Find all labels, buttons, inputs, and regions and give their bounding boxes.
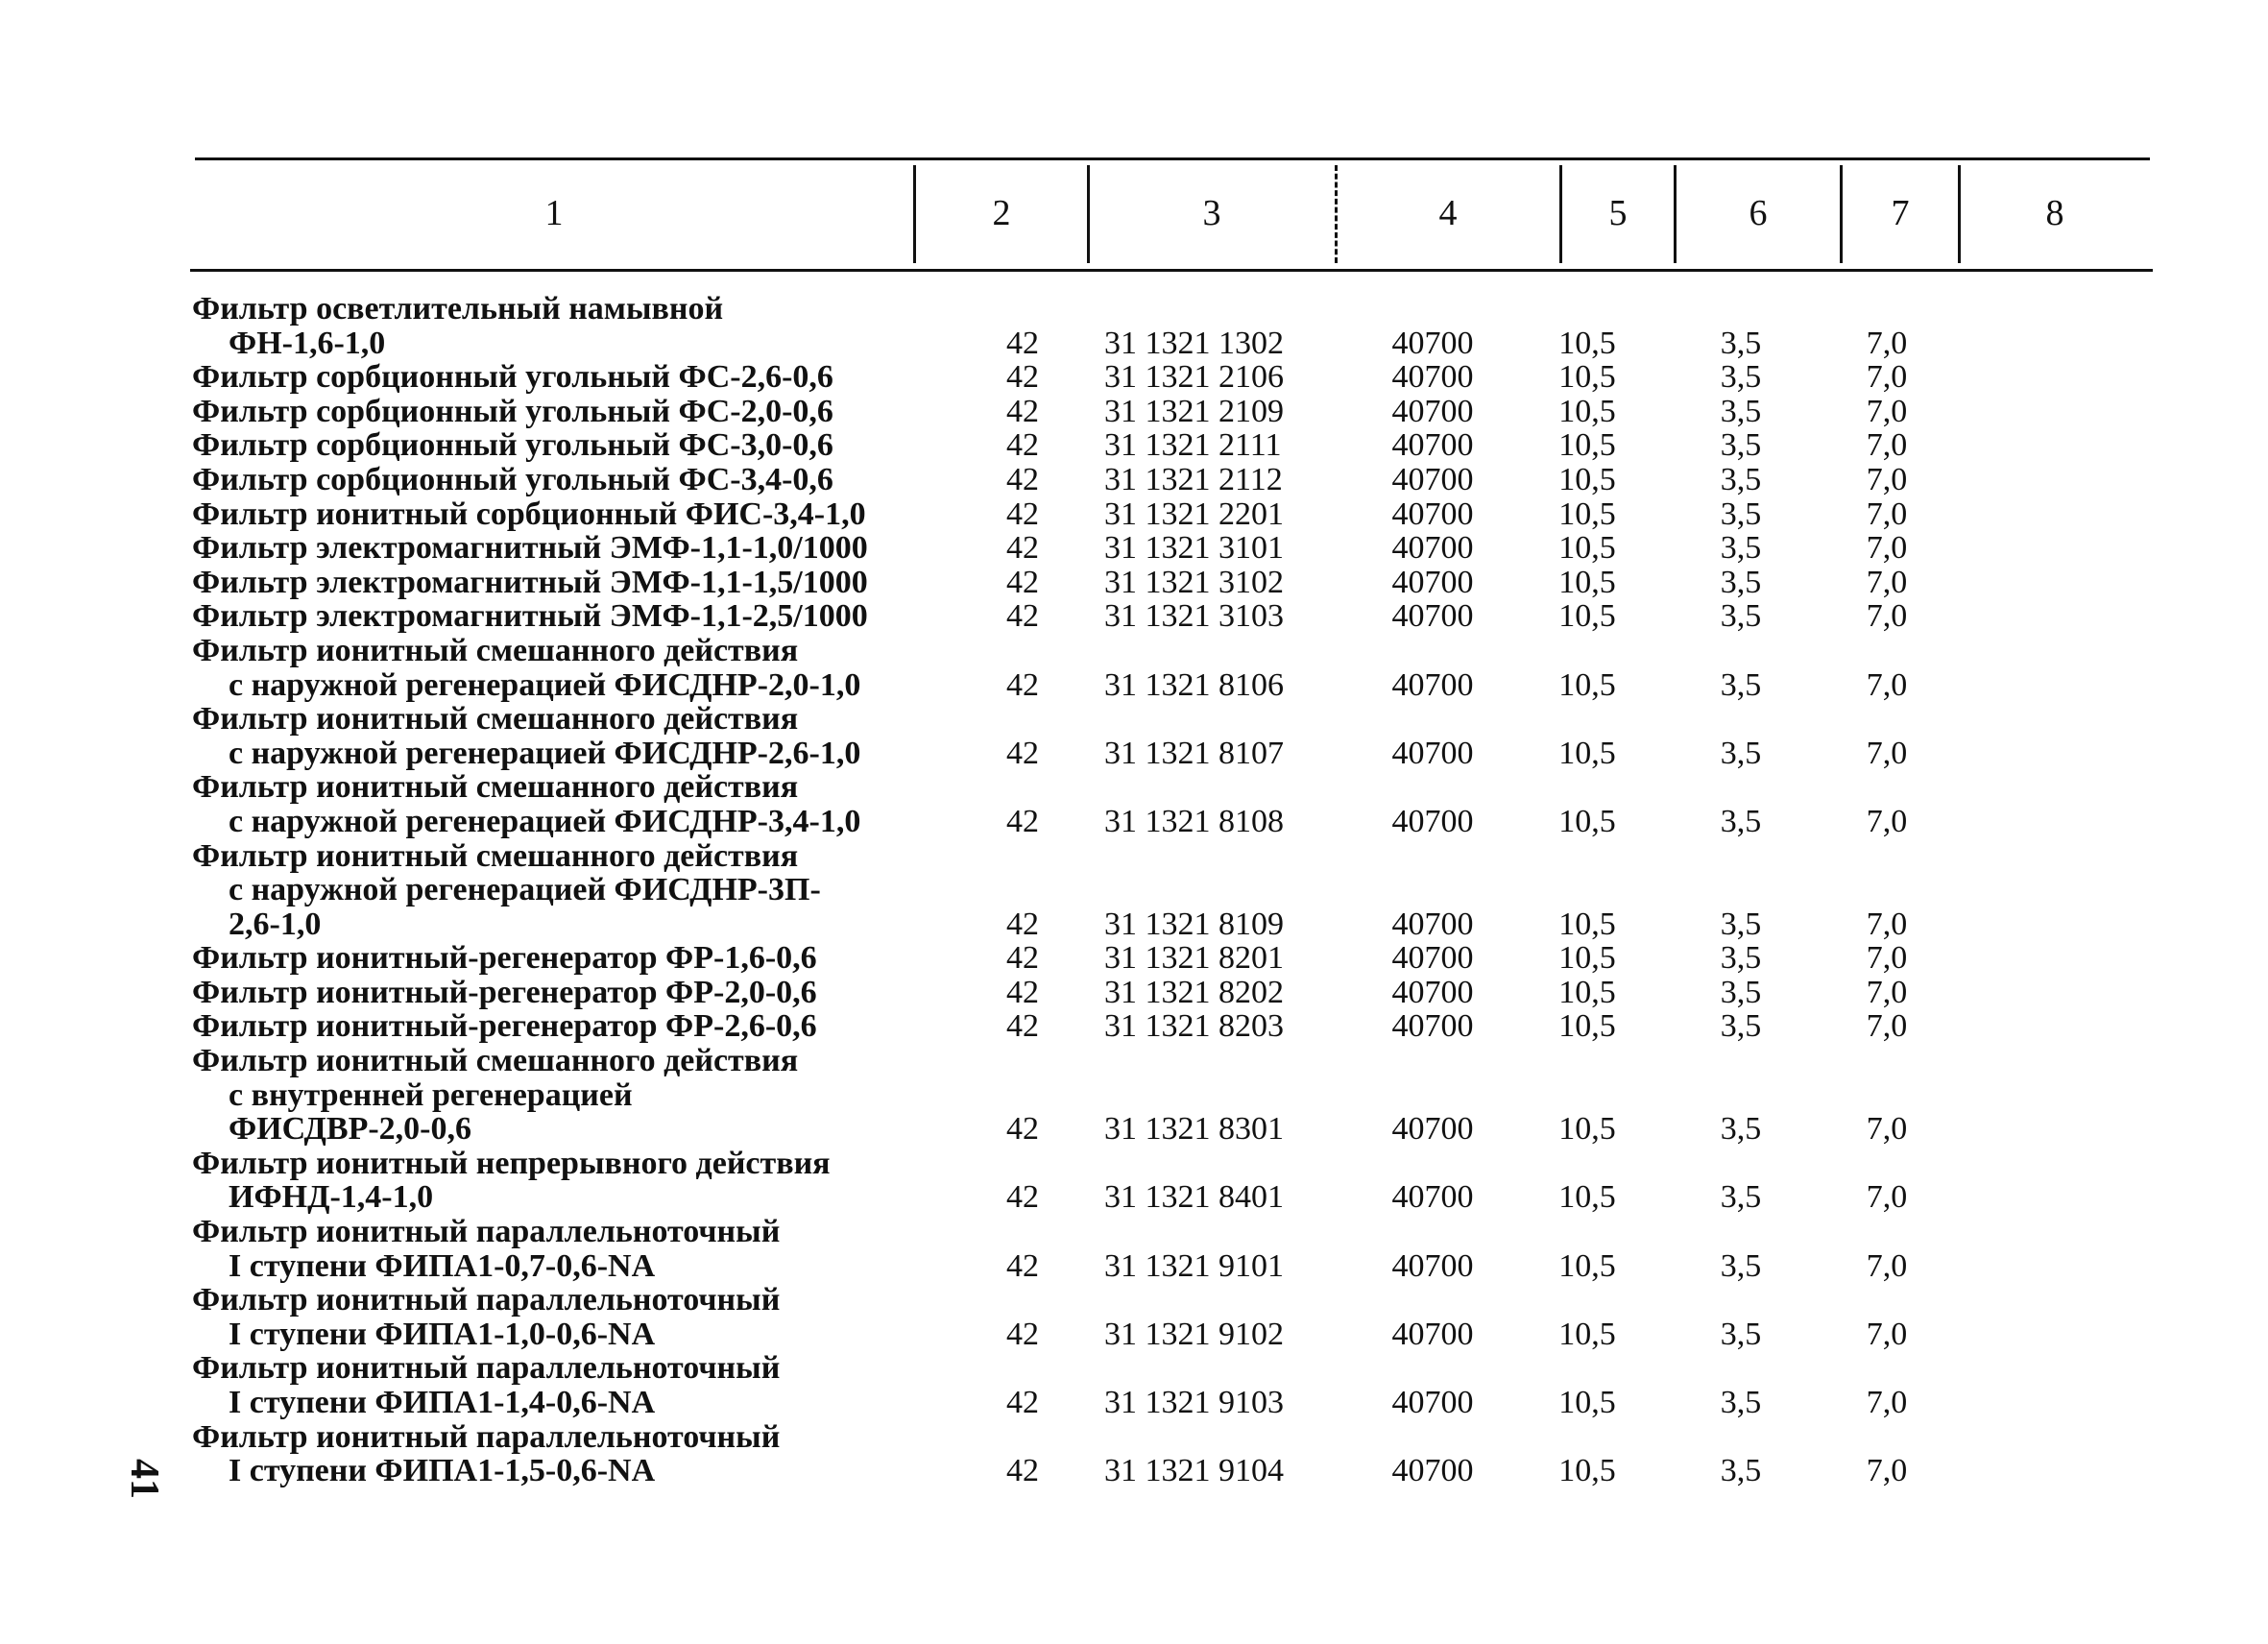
row-col-2: 42 bbox=[1006, 666, 1039, 703]
row-col-2: 42 bbox=[1006, 564, 1039, 600]
row-col-2: 42 bbox=[1006, 1453, 1039, 1489]
header-col-4: 4 bbox=[1438, 193, 1458, 233]
row-name: I ступени ФИПА1-1,0-0,6-NA bbox=[229, 1316, 656, 1352]
row-col-3: 31 1321 3102 bbox=[1104, 564, 1284, 600]
row-col-3: 31 1321 9104 bbox=[1104, 1453, 1284, 1489]
row-name: Фильтр осветлительный намывной bbox=[192, 291, 724, 326]
row-col-7: 7,0 bbox=[1866, 393, 1908, 429]
row-col-4: 40700 bbox=[1391, 666, 1474, 703]
row-name: I ступени ФИПА1-1,4-0,6-NA bbox=[229, 1385, 656, 1420]
row-col-4: 40700 bbox=[1391, 359, 1474, 396]
row-col-7: 7,0 bbox=[1866, 1008, 1908, 1045]
row-col-2: 42 bbox=[1006, 1385, 1039, 1420]
header-col-8: 8 bbox=[2045, 193, 2064, 233]
row-col-2: 42 bbox=[1006, 1008, 1039, 1045]
row-col-4: 40700 bbox=[1391, 1179, 1474, 1216]
row-col-4: 40700 bbox=[1391, 427, 1474, 464]
row-col-7: 7,0 bbox=[1866, 1316, 1908, 1352]
row-col-3: 31 1321 2106 bbox=[1104, 359, 1284, 396]
row-col-2: 42 bbox=[1006, 1111, 1039, 1148]
row-col-5: 10,5 bbox=[1558, 940, 1616, 977]
row-col-7: 7,0 bbox=[1866, 359, 1908, 396]
row-col-6: 3,5 bbox=[1720, 906, 1762, 942]
row-col-4: 40700 bbox=[1391, 461, 1474, 497]
row-col-4: 40700 bbox=[1391, 530, 1474, 567]
row-col-7: 7,0 bbox=[1866, 496, 1908, 532]
row-col-3: 31 1321 8301 bbox=[1104, 1111, 1284, 1148]
row-name: Фильтр ионитный параллельноточный bbox=[192, 1282, 781, 1318]
row-col-5: 10,5 bbox=[1558, 1247, 1616, 1284]
row-name: Фильтр сорбционный угольный ФС-3,0-0,6 bbox=[192, 427, 833, 464]
row-col-4: 40700 bbox=[1391, 1008, 1474, 1045]
row-col-5: 10,5 bbox=[1558, 461, 1616, 497]
table-top-rule bbox=[195, 157, 2150, 160]
row-name: 2,6-1,0 bbox=[229, 906, 322, 942]
header-col-5: 5 bbox=[1608, 193, 1628, 233]
table-body bbox=[0, 292, 2268, 1488]
row-col-2: 42 bbox=[1006, 598, 1039, 635]
row-col-6: 3,5 bbox=[1720, 1179, 1762, 1216]
row-col-5: 10,5 bbox=[1558, 359, 1616, 396]
row-col-6: 3,5 bbox=[1720, 359, 1762, 396]
row-col-5: 10,5 bbox=[1558, 530, 1616, 567]
row-col-6: 3,5 bbox=[1720, 598, 1762, 635]
row-col-4: 40700 bbox=[1391, 1385, 1474, 1420]
row-col-4: 40700 bbox=[1391, 1316, 1474, 1352]
row-col-5: 10,5 bbox=[1558, 325, 1616, 361]
row-col-5: 10,5 bbox=[1558, 393, 1616, 429]
row-col-6: 3,5 bbox=[1720, 1453, 1762, 1489]
row-col-7: 7,0 bbox=[1866, 666, 1908, 703]
row-name: Фильтр ионитный смешанного действия bbox=[192, 837, 799, 874]
row-name: ФН-1,6-1,0 bbox=[229, 325, 386, 361]
row-name: Фильтр электромагнитный ЭМФ-1,1-1,0/1000 bbox=[192, 530, 868, 567]
header-divider bbox=[1674, 165, 1677, 263]
row-col-4: 40700 bbox=[1391, 735, 1474, 771]
row-col-2: 42 bbox=[1006, 530, 1039, 567]
row-col-7: 7,0 bbox=[1866, 974, 1908, 1010]
row-col-2: 42 bbox=[1006, 325, 1039, 361]
row-col-4: 40700 bbox=[1391, 940, 1474, 977]
table-row bbox=[0, 292, 2268, 326]
row-name: Фильтр ионитный параллельноточный bbox=[192, 1418, 781, 1455]
row-col-3: 31 1321 3101 bbox=[1104, 530, 1284, 567]
table-header-rule bbox=[190, 269, 2153, 272]
header-col-2: 2 bbox=[992, 193, 1011, 233]
table-row bbox=[0, 873, 2268, 907]
table-row bbox=[0, 1180, 2268, 1215]
row-col-6: 3,5 bbox=[1720, 496, 1762, 532]
row-col-3: 31 1321 8202 bbox=[1104, 974, 1284, 1010]
row-col-5: 10,5 bbox=[1558, 735, 1616, 771]
row-col-7: 7,0 bbox=[1866, 564, 1908, 600]
table-row bbox=[0, 531, 2268, 566]
row-name: с внутренней регенерацией bbox=[229, 1076, 633, 1113]
header-col-7: 7 bbox=[1891, 193, 1910, 233]
row-col-6: 3,5 bbox=[1720, 530, 1762, 567]
table-row bbox=[0, 599, 2268, 634]
row-col-6: 3,5 bbox=[1720, 1316, 1762, 1352]
table-row bbox=[0, 941, 2268, 976]
row-col-4: 40700 bbox=[1391, 496, 1474, 532]
row-col-5: 10,5 bbox=[1558, 427, 1616, 464]
row-name: Фильтр ионитный-регенератор ФР-2,6-0,6 bbox=[192, 1008, 817, 1045]
row-name: с наружной регенерацией ФИСДНР-2,6-1,0 bbox=[229, 735, 861, 771]
row-col-3: 31 1321 8108 bbox=[1104, 803, 1284, 839]
table-row bbox=[0, 1009, 2268, 1044]
table-row bbox=[0, 1215, 2268, 1249]
table-row bbox=[0, 668, 2268, 703]
row-col-5: 10,5 bbox=[1558, 1111, 1616, 1148]
row-col-4: 40700 bbox=[1391, 598, 1474, 635]
row-name: Фильтр ионитный непрерывного действия bbox=[192, 1145, 831, 1181]
row-col-6: 3,5 bbox=[1720, 427, 1762, 464]
row-name: Фильтр ионитный смешанного действия bbox=[192, 632, 799, 668]
row-col-4: 40700 bbox=[1391, 564, 1474, 600]
row-col-5: 10,5 bbox=[1558, 803, 1616, 839]
table-row bbox=[0, 1454, 2268, 1488]
row-col-4: 40700 bbox=[1391, 325, 1474, 361]
row-col-5: 10,5 bbox=[1558, 666, 1616, 703]
row-col-6: 3,5 bbox=[1720, 666, 1762, 703]
row-name: I ступени ФИПА1-1,5-0,6-NA bbox=[229, 1453, 656, 1489]
row-col-3: 31 1321 2201 bbox=[1104, 496, 1284, 532]
row-name: Фильтр ионитный-регенератор ФР-1,6-0,6 bbox=[192, 940, 817, 977]
header-divider bbox=[1559, 165, 1562, 263]
row-name: с наружной регенерацией ФИСДНР-2,0-1,0 bbox=[229, 666, 861, 703]
row-col-2: 42 bbox=[1006, 1316, 1039, 1352]
row-col-3: 31 1321 8203 bbox=[1104, 1008, 1284, 1045]
row-name: Фильтр ионитный смешанного действия bbox=[192, 769, 799, 806]
table-row bbox=[0, 976, 2268, 1010]
row-col-7: 7,0 bbox=[1866, 735, 1908, 771]
row-col-4: 40700 bbox=[1391, 974, 1474, 1010]
row-col-2: 42 bbox=[1006, 735, 1039, 771]
row-col-3: 31 1321 8401 bbox=[1104, 1179, 1284, 1216]
table-row bbox=[0, 566, 2268, 600]
header-divider bbox=[913, 165, 916, 263]
table-row bbox=[0, 463, 2268, 497]
row-col-3: 31 1321 8106 bbox=[1104, 666, 1284, 703]
header-col-6: 6 bbox=[1749, 193, 1768, 233]
row-col-5: 10,5 bbox=[1558, 564, 1616, 600]
row-col-7: 7,0 bbox=[1866, 906, 1908, 942]
header-col-1: 1 bbox=[544, 193, 564, 233]
table-header bbox=[0, 165, 2268, 261]
table-row bbox=[0, 1078, 2268, 1113]
row-name: Фильтр ионитный параллельноточный bbox=[192, 1350, 781, 1387]
row-col-6: 3,5 bbox=[1720, 1111, 1762, 1148]
row-col-7: 7,0 bbox=[1866, 325, 1908, 361]
table-row bbox=[0, 395, 2268, 429]
table-row bbox=[0, 1351, 2268, 1386]
row-col-6: 3,5 bbox=[1720, 735, 1762, 771]
row-col-3: 31 1321 2109 bbox=[1104, 393, 1284, 429]
row-name: с наружной регенерацией ФИСДНР-3,4-1,0 bbox=[229, 803, 861, 839]
table-row bbox=[0, 360, 2268, 395]
table-row bbox=[0, 634, 2268, 668]
row-col-5: 10,5 bbox=[1558, 1453, 1616, 1489]
row-col-5: 10,5 bbox=[1558, 1385, 1616, 1420]
row-col-7: 7,0 bbox=[1866, 1247, 1908, 1284]
row-col-7: 7,0 bbox=[1866, 598, 1908, 635]
row-name: Фильтр ионитный сорбционный ФИС-3,4-1,0 bbox=[192, 496, 866, 532]
row-col-3: 31 1321 3103 bbox=[1104, 598, 1284, 635]
table-row bbox=[0, 497, 2268, 532]
row-col-7: 7,0 bbox=[1866, 461, 1908, 497]
row-col-7: 7,0 bbox=[1866, 530, 1908, 567]
row-col-2: 42 bbox=[1006, 496, 1039, 532]
row-name: Фильтр сорбционный угольный ФС-2,0-0,6 bbox=[192, 393, 833, 429]
table-row bbox=[0, 428, 2268, 463]
table-row bbox=[0, 1147, 2268, 1181]
row-col-3: 31 1321 2112 bbox=[1104, 461, 1283, 497]
table-row bbox=[0, 1386, 2268, 1420]
row-name: I ступени ФИПА1-0,7-0,6-NA bbox=[229, 1247, 656, 1284]
row-col-4: 40700 bbox=[1391, 1111, 1474, 1148]
table-row bbox=[0, 737, 2268, 771]
row-col-6: 3,5 bbox=[1720, 325, 1762, 361]
header-divider bbox=[1335, 165, 1338, 263]
row-col-2: 42 bbox=[1006, 940, 1039, 977]
row-col-7: 7,0 bbox=[1866, 803, 1908, 839]
row-name: Фильтр электромагнитный ЭМФ-1,1-2,5/1000 bbox=[192, 598, 868, 635]
row-col-4: 40700 bbox=[1391, 803, 1474, 839]
row-name: Фильтр ионитный-регенератор ФР-2,0-0,6 bbox=[192, 974, 817, 1010]
row-col-4: 40700 bbox=[1391, 906, 1474, 942]
row-col-3: 31 1321 9101 bbox=[1104, 1247, 1284, 1284]
row-col-7: 7,0 bbox=[1866, 427, 1908, 464]
table-row bbox=[0, 839, 2268, 874]
row-name: ФИСДВР-2,0-0,6 bbox=[229, 1111, 471, 1148]
row-col-5: 10,5 bbox=[1558, 906, 1616, 942]
row-name: Фильтр сорбционный угольный ФС-3,4-0,6 bbox=[192, 461, 833, 497]
row-name: Фильтр электромагнитный ЭМФ-1,1-1,5/1000 bbox=[192, 564, 868, 600]
row-col-6: 3,5 bbox=[1720, 1385, 1762, 1420]
table-row bbox=[0, 1249, 2268, 1284]
table-row bbox=[0, 770, 2268, 805]
row-col-3: 31 1321 2111 bbox=[1104, 427, 1282, 464]
row-col-7: 7,0 bbox=[1866, 1111, 1908, 1148]
header-col-3: 3 bbox=[1202, 193, 1221, 233]
table-row bbox=[0, 907, 2268, 942]
row-col-3: 31 1321 8107 bbox=[1104, 735, 1284, 771]
row-col-2: 42 bbox=[1006, 393, 1039, 429]
header-divider bbox=[1087, 165, 1090, 263]
row-col-5: 10,5 bbox=[1558, 1008, 1616, 1045]
row-col-6: 3,5 bbox=[1720, 461, 1762, 497]
row-col-2: 42 bbox=[1006, 359, 1039, 396]
header-divider bbox=[1840, 165, 1843, 263]
table-row bbox=[0, 805, 2268, 839]
row-col-6: 3,5 bbox=[1720, 1247, 1762, 1284]
table-row bbox=[0, 1318, 2268, 1352]
row-col-2: 42 bbox=[1006, 1179, 1039, 1216]
row-name: Фильтр сорбционный угольный ФС-2,6-0,6 bbox=[192, 359, 833, 396]
row-col-6: 3,5 bbox=[1720, 1008, 1762, 1045]
row-col-6: 3,5 bbox=[1720, 803, 1762, 839]
table-row bbox=[0, 1283, 2268, 1318]
table-row bbox=[0, 1112, 2268, 1147]
row-col-5: 10,5 bbox=[1558, 1179, 1616, 1216]
row-col-3: 31 1321 9103 bbox=[1104, 1385, 1284, 1420]
row-name: с наружной регенерацией ФИСДНР-3П- bbox=[229, 872, 821, 908]
row-col-2: 42 bbox=[1006, 461, 1039, 497]
row-col-6: 3,5 bbox=[1720, 393, 1762, 429]
table-row bbox=[0, 1420, 2268, 1455]
page-number: 41 bbox=[122, 1459, 166, 1499]
row-col-7: 7,0 bbox=[1866, 940, 1908, 977]
table-row bbox=[0, 326, 2268, 361]
row-col-5: 10,5 bbox=[1558, 1316, 1616, 1352]
row-col-2: 42 bbox=[1006, 906, 1039, 942]
row-col-6: 3,5 bbox=[1720, 940, 1762, 977]
row-col-3: 31 1321 1302 bbox=[1104, 325, 1284, 361]
row-col-5: 10,5 bbox=[1558, 974, 1616, 1010]
table-row bbox=[0, 702, 2268, 737]
row-col-2: 42 bbox=[1006, 974, 1039, 1010]
row-name: Фильтр ионитный смешанного действия bbox=[192, 1043, 799, 1079]
row-col-2: 42 bbox=[1006, 427, 1039, 464]
row-col-6: 3,5 bbox=[1720, 974, 1762, 1010]
row-col-3: 31 1321 8201 bbox=[1104, 940, 1284, 977]
row-col-4: 40700 bbox=[1391, 1247, 1474, 1284]
row-col-2: 42 bbox=[1006, 803, 1039, 839]
row-col-7: 7,0 bbox=[1866, 1453, 1908, 1489]
row-col-4: 40700 bbox=[1391, 393, 1474, 429]
row-col-2: 42 bbox=[1006, 1247, 1039, 1284]
row-col-6: 3,5 bbox=[1720, 564, 1762, 600]
row-col-7: 7,0 bbox=[1866, 1179, 1908, 1216]
row-name: ИФНД-1,4-1,0 bbox=[229, 1179, 434, 1216]
row-name: Фильтр ионитный параллельноточный bbox=[192, 1214, 781, 1250]
row-col-3: 31 1321 9102 bbox=[1104, 1316, 1284, 1352]
row-col-5: 10,5 bbox=[1558, 496, 1616, 532]
row-col-3: 31 1321 8109 bbox=[1104, 906, 1284, 942]
header-divider bbox=[1958, 165, 1961, 263]
row-col-4: 40700 bbox=[1391, 1453, 1474, 1489]
row-col-7: 7,0 bbox=[1866, 1385, 1908, 1420]
row-name: Фильтр ионитный смешанного действия bbox=[192, 701, 799, 737]
row-col-5: 10,5 bbox=[1558, 598, 1616, 635]
table-row bbox=[0, 1044, 2268, 1078]
